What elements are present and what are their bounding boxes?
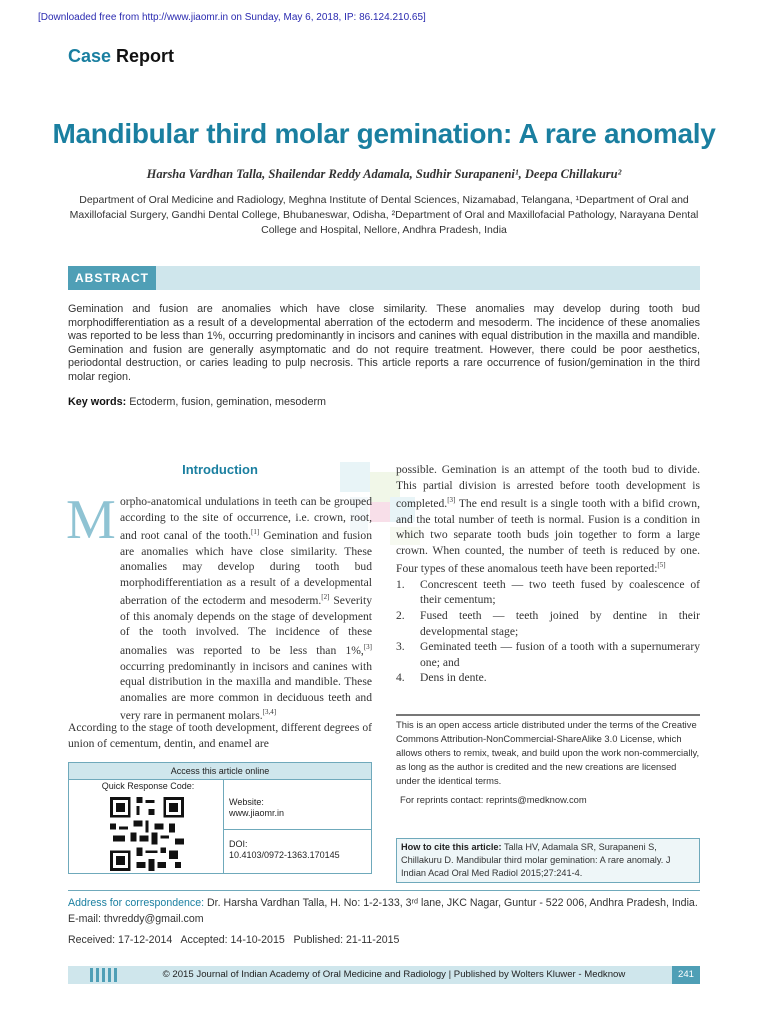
citation-box [396, 838, 700, 883]
section-label [68, 46, 174, 67]
access-article-box [68, 762, 372, 874]
correspondence-text: Dr. Harsha Vardhan Talla, H. No: 1-2-133, 3ʳᵈ lane, JKC Nagar, Guntur - 522 006, Andhra Pradesh, India. E-mail: thvreddy@gmail.com [68, 897, 698, 925]
right-column-text [396, 462, 700, 686]
footer-bar [68, 966, 700, 984]
introduction-paragraph-2: According to the stage of tooth development, different degrees of union of cementum, dentin, and enamel are [68, 721, 372, 750]
page-number: 241 [672, 966, 700, 984]
list-item: 1. Concrescent teeth — two teeth fused by coalescence of their cementum; [396, 577, 700, 607]
website-label: Website: [229, 797, 264, 807]
keywords-text: Ectoderm, fusion, gemination, mesoderm [126, 396, 327, 408]
access-box-heading: Access this article online [69, 763, 371, 780]
license-notice: This is an open access article distributed under the terms of the Creative Commons Attribution-NonCommercial-ShareAlike 3.0 License, which allows others to remix, tweak, and build upon the work non-commercially, as long as the author is credited and the new creations are licensed under the identical terms. [396, 714, 700, 788]
correspondence-label: Address for correspondence: [68, 897, 205, 909]
footer-text: © 2015 Journal of Indian Academy of Oral Medicine and Radiology | Published by Wolters Kluwer - Medknow [162, 969, 626, 980]
section-label-report: Report [116, 46, 175, 66]
keywords-label: Key words: [68, 396, 127, 408]
abstract-label: ABSTRACT [68, 266, 156, 290]
doi-value[interactable]: 10.4103/0972-1363.170145 [229, 850, 340, 860]
affiliations: Department of Oral Medicine and Radiology, Meghna Institute of Dental Sciences, Nizamabad, Telangana, ¹Department of Oral and Maxillofacial Surgery, Gandhi Dental College, Bhubaneswar, Odisha, ²Department of Oral and Maxillofacial Pathology, Narayana Dental College and Hospital, Nellore, Andhra Pradesh, India [69, 194, 699, 236]
access-box-divider [223, 779, 224, 873]
website-link[interactable]: www.jiaomr.in [229, 808, 285, 818]
section-label-case: Case [68, 46, 112, 66]
keywords [68, 396, 326, 408]
introduction-heading: Introduction [182, 462, 258, 477]
qr-label: Quick Response Code: [101, 781, 195, 791]
doi-label: DOI: [229, 839, 248, 849]
article-title: Mandibular third molar gemination: A rare anomaly [52, 118, 716, 149]
access-box-hline [223, 829, 371, 830]
right-paragraph: possible. Gemination is an attempt of the tooth bud to divide. This partial division is arrested before tooth development is completed.[3] The end result is a single tooth with a bifid crown, and the total number of teeth is normal. Fusion is a condition in which two separate tooth buds join together to form a large crown. When counted, the number of teeth is reduced by one. Four types of these anomalous teeth have been reported:[5] [396, 463, 700, 576]
correspondence-divider [68, 890, 700, 891]
footer-stripes [90, 968, 117, 982]
download-note: [Downloaded free from http://www.jiaomr.in on Sunday, May 6, 2018, IP: 86.124.210.65] [38, 12, 426, 23]
intro-first-lines: orpho-anatomical undulations in teeth can be grouped according to the site of occurrence, i.e. crown, root, and root canal of the tooth.[1] Gemination and fusion are anomalies which have close similarity. These anomalies may develop during tooth bud morphodifferentiation as a result of a developmental aberration of the ectoderm and mesoderm.[2] Severity of this anomaly depends on the stage of development of the tooth involved. The incidence of these anomalies was reported to be less than 1%,[3] occurring predominantly in incisors and canines with equal distribution in the maxilla and mandible. These anomalies are more common in deciduous teeth and very rare in permanent molars.[3,4] [120, 495, 372, 723]
abstract-text: Gemination and fusion are anomalies which have close similarity. These anomalies may develop during tooth bud morphodifferentiation as a result of a developmental aberration of the ectoderm and mesoderm. The incidence of these anomalies was reported to be less than 1%, occurring predominantly in incisors and canines with equal distribution in the maxilla and mandible. Gemination and fusion are generally asymptomatic and do not require treatment. However, there could be poor aesthetics, periodontal destruction, or caries leading to pulp necrosis. This article reports a rare occurrence of fusion/gemination in the third molar region. [68, 303, 700, 383]
correspondence [68, 895, 700, 927]
article-dates: Received: 17-12-2014 Accepted: 14-10-2015 Published: 21-11-2015 [68, 934, 400, 946]
cite-label: How to cite this article: [401, 842, 502, 852]
cite-text: Talla HV, Adamala SR, Surapaneni S, Chillakuru D. Mandibular third molar gemination: A rare anomaly. J Indian Acad Oral Med Radiol 2015;27:241-4. [401, 842, 671, 878]
list-item: 4. Dens in dente. [396, 671, 487, 685]
reprints-contact[interactable]: For reprints contact: reprints@medknow.com [400, 794, 587, 805]
anomaly-types-list [396, 577, 700, 686]
list-item: 3. Geminated teeth — fusion of a tooth with a supernumerary one; and [396, 640, 700, 669]
authors: Harsha Vardhan Talla, Shailendar Reddy Adamala, Sudhir Surapaneni¹, Deepa Chillakuru² [146, 167, 622, 181]
drop-cap: M [66, 489, 116, 551]
introduction-paragraph-1 [66, 489, 372, 724]
qr-code-icon[interactable] [109, 797, 185, 871]
abstract-header-bar [68, 266, 700, 290]
list-item: 2. Fused teeth — teeth joined by dentine in their developmental stage; [396, 609, 700, 638]
